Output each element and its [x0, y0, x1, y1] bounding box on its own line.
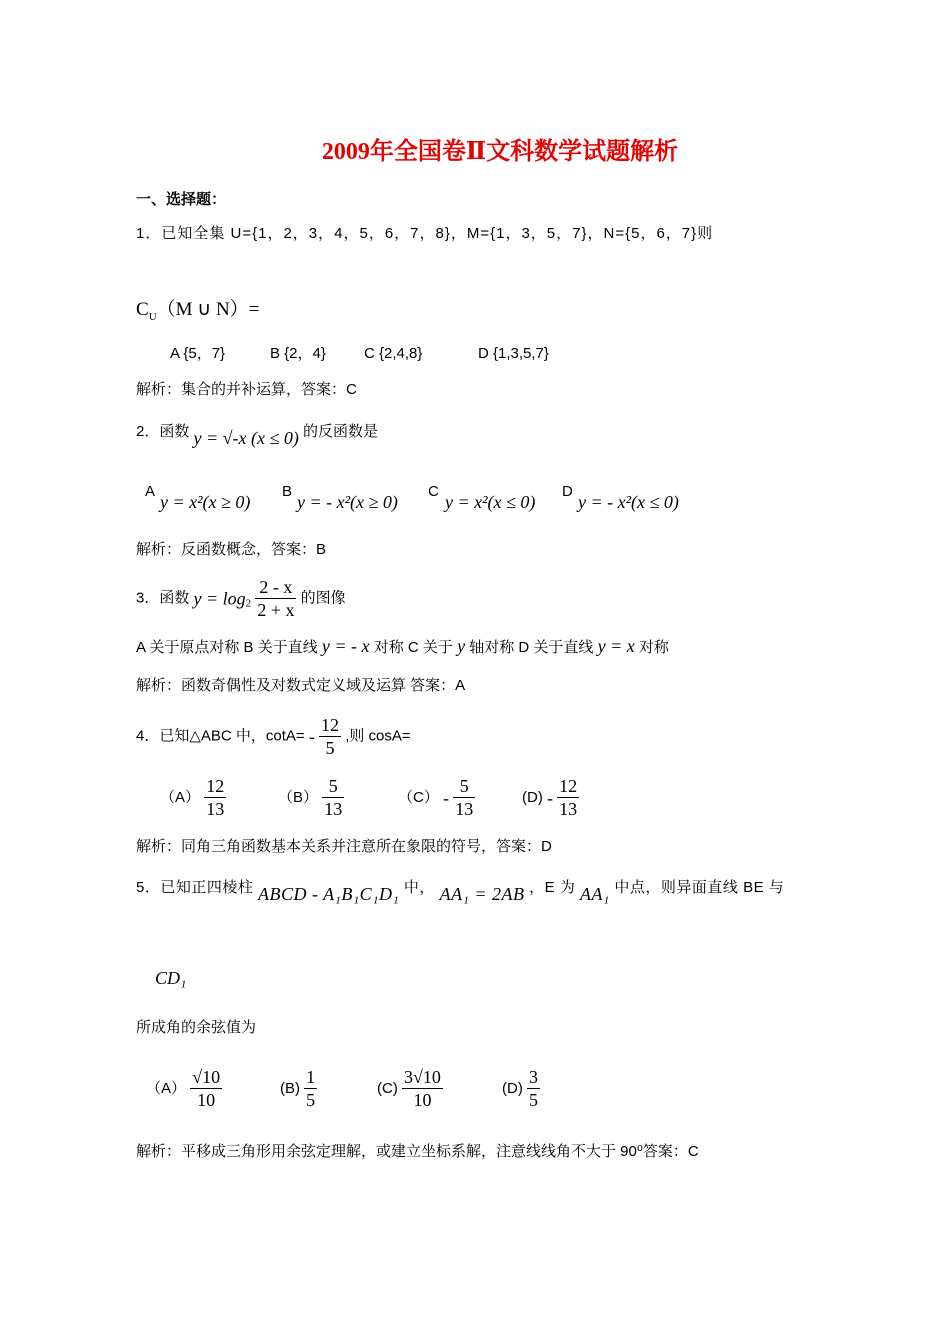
- q2-label-d: D: [562, 483, 573, 500]
- q4-stem: 4．已知△ABC 中，cotA= - $\frac{12}{5}$ ,则 cosA=: [136, 715, 411, 758]
- q4-option-b: （B） $\frac{5}{13}$: [278, 776, 343, 819]
- q5-option-d: (D) $\frac{3}{5}$: [502, 1067, 538, 1110]
- q5-line2: 所成角的余弦值为: [136, 1019, 257, 1036]
- q3-stem: 3．函数 $y = \log_2$ $\frac{2 - x}{2 + x}$ 的图像: [136, 577, 346, 620]
- q5-cd1: CD₁: [155, 968, 187, 988]
- q1-option-a: A {5，7}: [170, 345, 226, 362]
- q4-option-a: （A） $\frac{12}{13}$: [160, 776, 225, 819]
- q3-options: A 关于原点对称 B 关于直线 y = - x 对称 C 关于 y 轴对称 D 关于直线 y = x 对称: [136, 636, 669, 656]
- q2-stem: 2．函数 y = √-x (x ≤ 0) 的反函数是: [136, 423, 379, 448]
- q2-option-a: y = x²(x ≥ 0): [160, 492, 251, 512]
- q5-option-c: (C) $\frac{3√10}{10}$: [377, 1067, 441, 1110]
- q2-function: y = √-x (x ≤ 0): [193, 428, 299, 448]
- q4-analysis: 解析：同角三角函数基本关系并注意所在象限的符号，答案：D: [136, 838, 552, 855]
- q1-expression: $C_U(M$ ∪ N）=: [136, 299, 260, 323]
- q5-option-b: (B) $\frac{1}{5}$: [280, 1067, 316, 1110]
- q3-analysis: 解析：函数奇偶性及对数式定义域及运算 答案：A: [136, 677, 466, 694]
- q1-option-b: B {2，4}: [270, 345, 326, 362]
- q5-stem: 5．已知正四棱柱 ABCD - A₁B₁C₁D₁ 中， AA₁ = 2AB ，E 为 AA₁ 中点，则异面直线 BE 与: [136, 879, 785, 904]
- q4-option-d: (D) - $\frac{12}{13}$: [522, 776, 578, 819]
- q1-option-c: C {2,4,8}: [364, 345, 423, 362]
- q2-option-c: y = x²(x ≤ 0): [445, 492, 536, 512]
- q2-analysis: 解析：反函数概念，答案：B: [136, 541, 327, 558]
- q2-label-b: B: [282, 483, 293, 500]
- q2-option-b: y = - x²(x ≥ 0): [297, 492, 398, 512]
- q1-analysis: 解析：集合的并补运算，答案：C: [136, 381, 357, 398]
- page-title: 2009年全国卷Ⅱ文科数学试题解析: [321, 139, 679, 165]
- q4-option-c: （C） - $\frac{5}{13}$: [398, 776, 474, 819]
- section-heading: 一、选择题：: [136, 191, 227, 208]
- q2-option-d: y = - x²(x ≤ 0): [578, 492, 679, 512]
- q1-option-d: D {1,3,5,7}: [478, 345, 549, 362]
- q3-fraction: $\frac{2 - x}{2 + x}$: [257, 577, 295, 620]
- q2-label-c: C: [428, 483, 439, 500]
- q5-analysis: 解析：平移成三角形用余弦定理解，或建立坐标系解，注意线线角不大于 90⁰答案：C: [136, 1143, 699, 1160]
- q1-stem: 1．已知全集 U={1，2，3，4，5，6，7，8}，M={1，3，5，7}，N={5，6，7}则: [136, 225, 714, 242]
- q2-label-a: A: [145, 483, 156, 500]
- q5-option-a: （A） $\frac{√10}{10}$: [146, 1067, 221, 1110]
